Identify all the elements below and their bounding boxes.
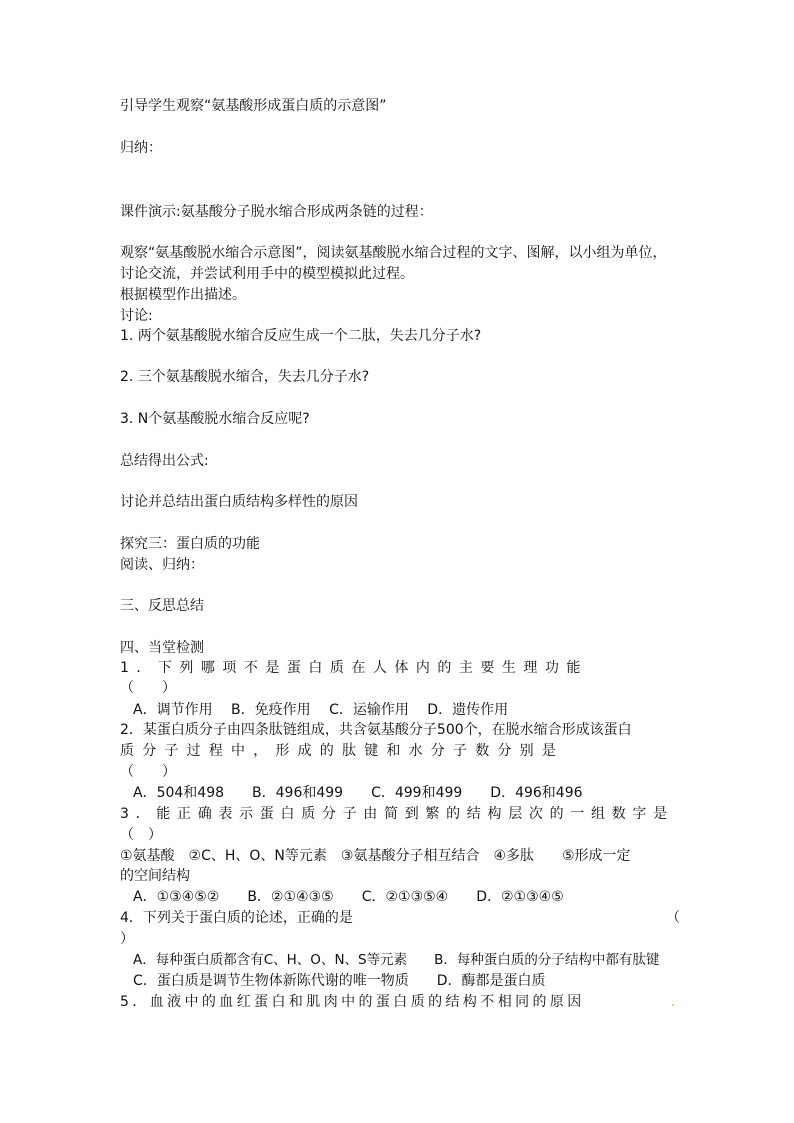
text-line: 归纳：: [120, 140, 162, 156]
section-heading: 三、反思总结: [120, 598, 204, 614]
text-line: 讨论并总结出蛋白质结构多样性的原因: [120, 494, 358, 510]
answer-paren: （ ）: [120, 764, 176, 780]
text-line: 阅读、归纳：: [120, 557, 204, 573]
question-2-options: A．504和498 B．496和499 C．499和499 D．496和496: [133, 785, 583, 801]
text-line: 1. 两个氨基酸脱水缩合反应生成一个二肽，失去几分子水?: [120, 328, 482, 344]
text-line: 课件演示:氨基酸分子脱水缩合形成两条链的过程：: [120, 204, 433, 220]
question-4-options-ab: A．每种蛋白质都含有C、H、O、N、S等元素 B．每种蛋白质的分子结构中都有肽键: [133, 952, 660, 968]
question-5: 5．血液中的血红蛋白和肌肉中的蛋白质的结构不相同的原因: [120, 994, 585, 1010]
text-line: 讨论:: [120, 308, 153, 324]
text-line: 讨论交流，并尝试利用手中的模型模拟此过程。: [120, 266, 414, 282]
section-heading: 四、当堂检测: [120, 640, 204, 656]
answer-paren-close: ）: [120, 931, 134, 947]
question-2-cont: 质分子过程中，形成的肽键和水分子数分别是: [120, 743, 564, 759]
text-line: 引导学生观察“氨基酸形成蛋白质的示意图”: [120, 98, 387, 114]
text-line: 根据模型作出描述。: [120, 287, 246, 303]
question-4: 4．下列关于蛋白质的论述，正确的是: [120, 910, 353, 926]
text-line: 3. N个氨基酸脱水缩合反应呢?: [120, 411, 310, 427]
question-3: 3．能正确表示蛋白质分子由简到繁的结构层次的一组数字是: [120, 806, 674, 822]
answer-paren: （ ）: [120, 827, 162, 843]
question-3-items-cont: 的空间结构: [120, 868, 190, 884]
stray-mark: .: [671, 995, 675, 1009]
question-1-options: A．调节作用 B．免疫作用 C．运输作用 D．遗传作用: [133, 702, 509, 718]
text-line: 总结得出公式:: [120, 453, 209, 469]
question-3-items: ①氨基酸 ②C、H、O、N等元素 ③氨基酸分子相互结合 ④多肽 ⑤形成一定: [120, 848, 631, 864]
answer-paren: （ ）: [120, 680, 176, 696]
section-heading: 探究三：蛋白质的功能: [120, 536, 260, 552]
question-2: 2．某蛋白质分子由四条肽链组成，共含氨基酸分子500个，在脱水缩合形成该蛋白: [120, 722, 632, 738]
text-line: 观察“氨基酸脱水缩合示意图”，阅读氨基酸脱水缩合过程的文字、图解，以小组为单位，: [120, 245, 667, 261]
answer-paren-open: （: [666, 910, 680, 926]
text-line: 2. 三个氨基酸脱水缩合，失去几分子水?: [120, 369, 370, 385]
question-1: 1．下列哪项不是蛋白质在人体内的主要生理功能: [120, 660, 588, 676]
question-3-options: A．①③④⑤② B．②①④③⑤ C．②①③⑤④ D．②①③④⑤: [133, 889, 564, 905]
question-4-options-cd: C．蛋白质是调节生物体新陈代谢的唯一物质 D．酶都是蛋白质: [133, 973, 546, 989]
